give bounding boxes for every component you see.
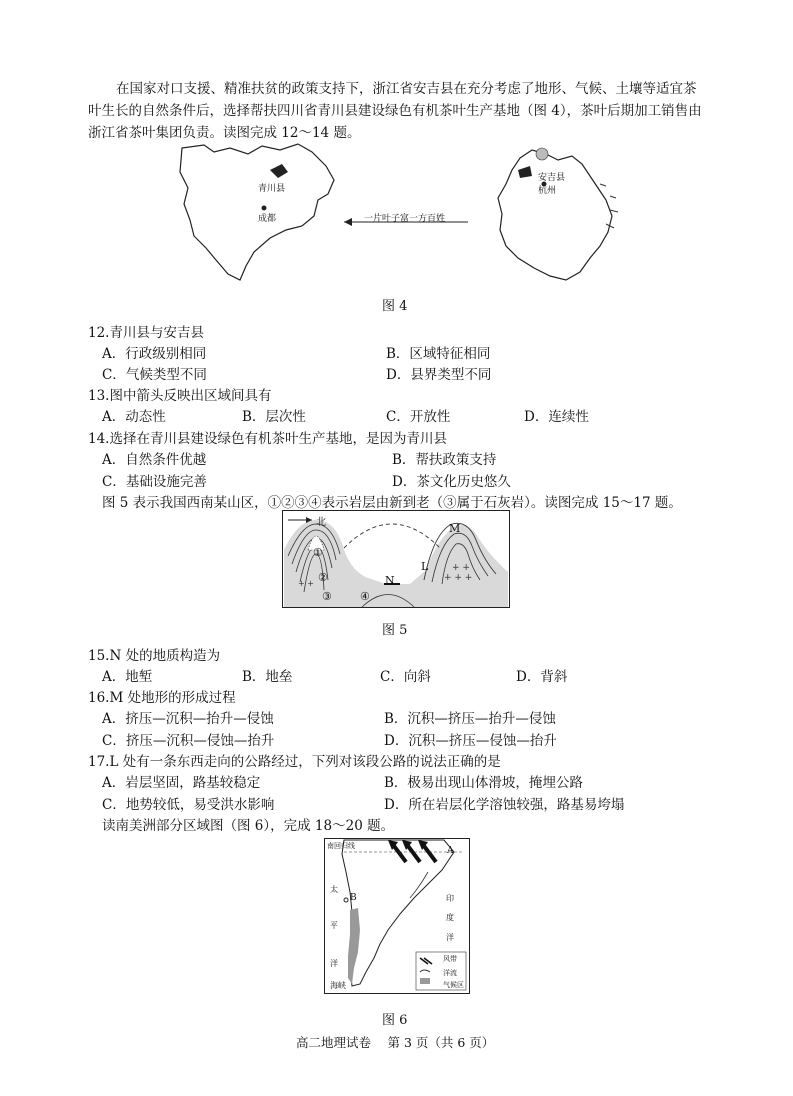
fig5-north-label: 北 [316,517,326,528]
fig5-label-1: ① [313,546,323,559]
svg-text:+ +: + + [452,563,470,573]
q15-option-a[interactable]: A．地堑 [102,669,153,685]
q16-option-d[interactable]: D．沉积—挤压—侵蚀—抬升 [384,733,557,749]
q13-option-a[interactable]: A．动态性 [102,409,166,425]
sichuan-map-outline [180,144,334,280]
q17-option-b[interactable]: B．极易出现山体滑坡，掩埋公路 [384,775,583,791]
fig5-label-4: ④ [360,590,370,603]
question-12-stem: 12.青川县与安吉县 [88,325,204,341]
intro-paragraph-2: 图 5 表示我国西南某山区，①②③④表示岩层由新到老（③属于石灰岩）。读图完成 15～17 题。 [102,495,682,511]
intro-paragraph-3: 读南美洲部分区域图（图 6），完成 18～20 题。 [102,818,395,834]
q16-option-a[interactable]: A．挤压—沉积—抬升—侵蚀 [102,711,274,727]
q14-option-a[interactable]: A．自然条件优越 [102,452,207,468]
svg-text:+ +: + + [298,579,314,588]
fig6-legend-wind: 风带 [443,955,457,963]
q12-option-b[interactable]: B．区域特征相同 [386,346,491,362]
fig6-strait-label: 海峡 [330,981,346,990]
figure-6-caption: 图 6 [382,1013,408,1028]
fig6-ocean-right-1: 印 [446,894,454,903]
q14-option-d[interactable]: D．茶文化历史悠久 [392,474,511,490]
q13-option-d[interactable]: D．连续性 [524,409,589,425]
label-chengdu: 成都 [258,214,277,224]
fig5-label-2: ② [318,571,328,584]
fig5-label-l: L [421,560,429,573]
fig6-ocean-left-3: 洋 [330,959,338,968]
chengdu-dot [262,206,267,211]
fig6-label-b: B [350,893,357,903]
q13-option-c[interactable]: C．开放性 [386,409,451,425]
fig6-ocean-left-2: 平 [330,921,338,930]
label-qingchuan: 青川县 [258,184,286,194]
question-13-stem: 13.图中箭头反映出区域间具有 [88,388,272,404]
q12-option-c[interactable]: C．气候类型不同 [102,367,207,383]
fig6-ocean-left-1: 太 [330,885,338,894]
question-17-stem: 17.L 处有一条东西走向的公路经过，下列对该段公路的说法正确的是 [88,754,501,770]
q12-option-a[interactable]: A．行政级别相同 [102,346,207,362]
question-15-stem: 15.N 处的地质构造为 [88,648,221,664]
q17-option-a[interactable]: A．岩层坚固，路基较稳定 [102,775,261,791]
fig5-label-3: ③ [322,590,332,603]
q13-option-b[interactable]: B．层次性 [242,409,306,425]
question-16-stem: 16.M 处地形的形成过程 [88,690,236,706]
arrow-text: 一片叶子富一方百姓 [364,214,446,224]
label-anji: 安吉县 [538,173,566,183]
fig6-label-a: A [447,846,454,856]
fig5-label-m: M [449,522,461,535]
q15-option-b[interactable]: B．地垒 [242,669,293,685]
fig6-legend-climate: 气候区 [443,981,464,989]
q14-option-c[interactable]: C．基础设施完善 [102,474,207,490]
fig6-ocean-right-2: 度 [446,913,454,922]
svg-text:+ + +: + + + [444,573,473,583]
figure-4-caption: 图 4 [382,299,408,314]
intro-paragraph-1: 在国家对口支援、精准扶贫的政策支持下，浙江省安吉县在充分考虑了地形、气候、土壤等适宜茶叶生长的自然条件后，选择帮扶四川省青川县建设绿色有机茶叶生产基地（图 4），茶叶后期加工销售由浙江省茶叶集团负责。读图完成 12～14 题。 [88,81,702,141]
fig6-ocean-right-3: 洋 [446,933,454,942]
q16-option-b[interactable]: B．沉积—挤压—抬升—侵蚀 [384,711,556,727]
q16-option-c[interactable]: C．挤压—沉积—侵蚀—抬升 [102,733,275,749]
q17-option-d[interactable]: D．所在岩层化学溶蚀较强，路基易垮塌 [384,797,625,813]
page-footer: 高二地理试卷 第 3 页（共 6 页） [296,1035,495,1050]
q15-option-c[interactable]: C．向斜 [380,669,431,685]
fig5-label-n: N [385,574,395,587]
q12-option-d[interactable]: D．县界类型不同 [386,367,492,383]
q14-option-b[interactable]: B．帮扶政策支持 [392,452,497,468]
fig6-tropic-label: 南回归线 [327,842,355,850]
question-14-stem: 14.选择在青川县建设绿色有机茶叶生产基地，是因为青川县 [88,431,447,447]
q15-option-d[interactable]: D．背斜 [516,669,568,685]
q17-option-c[interactable]: C．地势较低，易受洪水影响 [102,797,275,813]
fig6-legend-current: 洋流 [443,969,457,977]
figure-5-caption: 图 5 [382,623,408,638]
label-hangzhou: 杭州 [538,186,557,196]
